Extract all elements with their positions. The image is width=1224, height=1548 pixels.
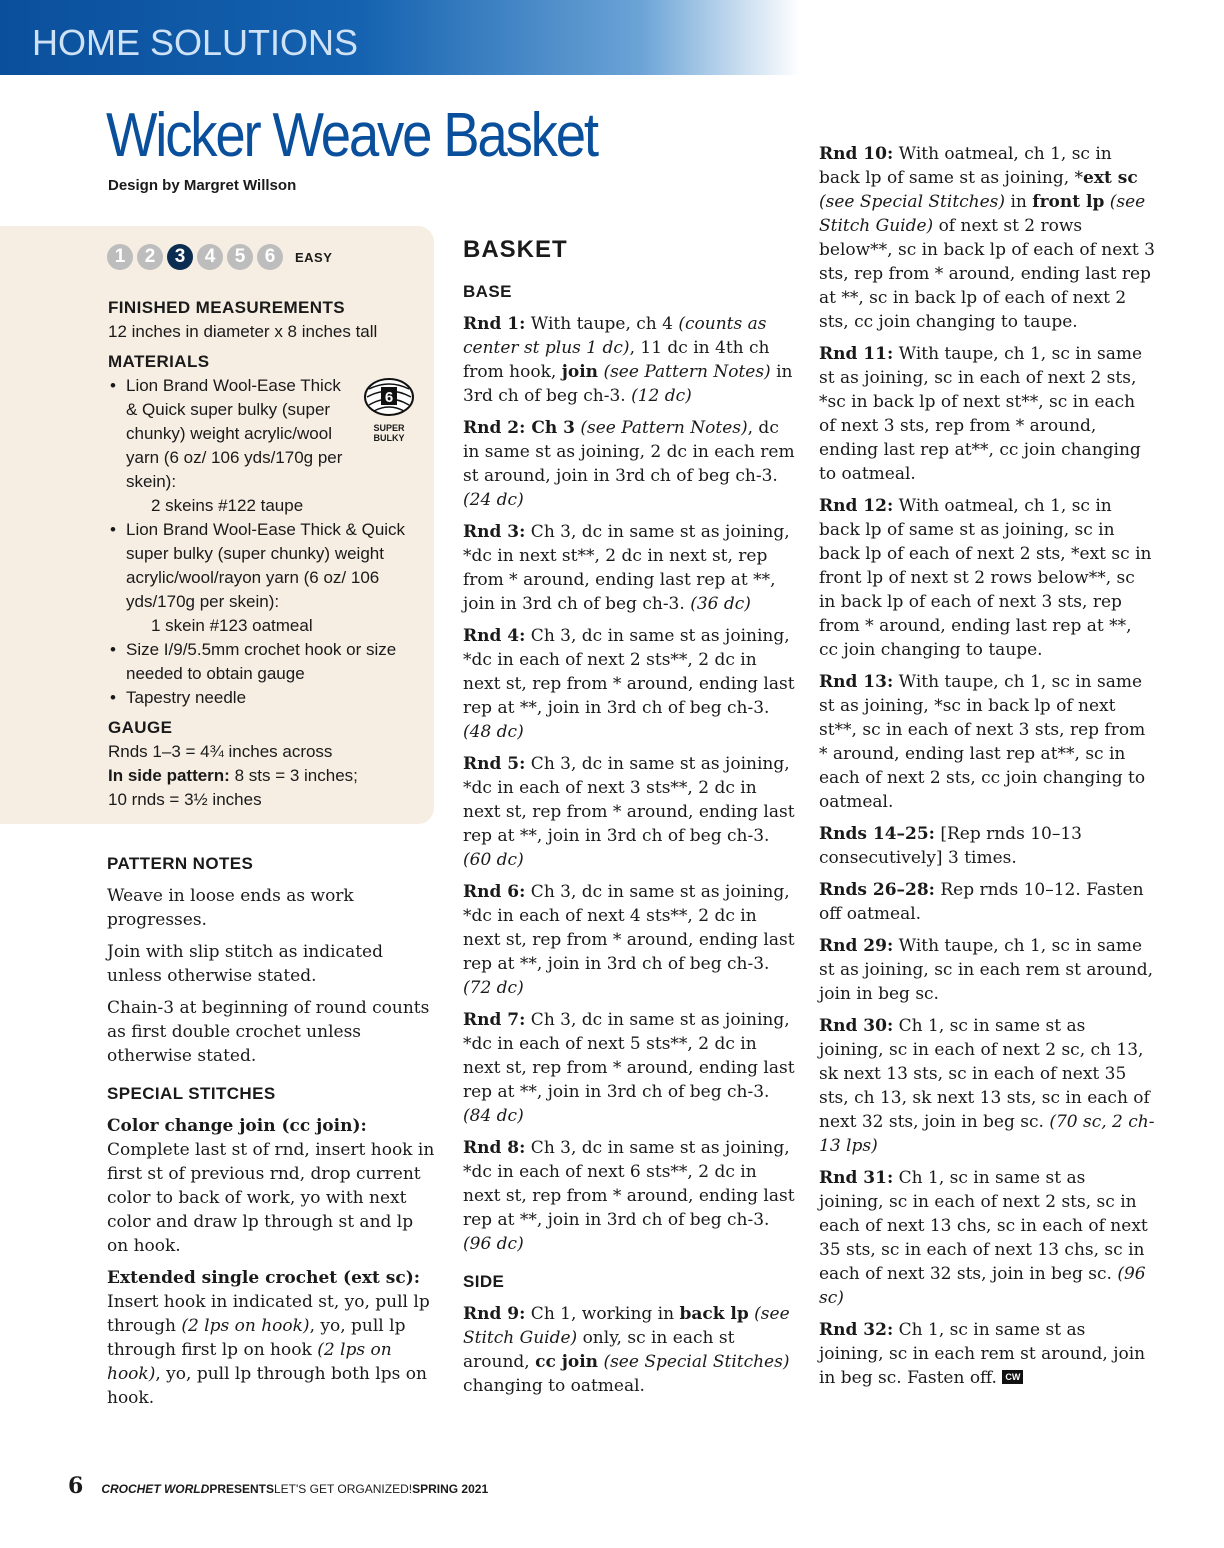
material-text: Tapestry needle bbox=[126, 688, 247, 707]
round-label: Rnd 30: bbox=[819, 1016, 894, 1036]
round-note: (see Stitch Guide) bbox=[819, 192, 1146, 236]
round-text: With taupe, ch 1, sc in same st as joining, sc in each of next 2 sts, *sc in back lp of next st**, sc in each of next 3 sts, rep from * around, ending last rep at**, cc join changing to oatmeal. bbox=[819, 344, 1143, 484]
yarn-weight-label: SUPER BULKY bbox=[373, 423, 405, 443]
round-instruction bbox=[819, 1166, 1155, 1310]
round-label: Rnd 10: bbox=[819, 144, 894, 164]
stitch-count: (70 sc, 2 ch-13 lps) bbox=[819, 1112, 1155, 1156]
list-item bbox=[108, 518, 418, 638]
round-text: Ch 3, dc in same st as joining, *dc in each of next 4 sts**, 2 dc in next st, rep from * around, ending last rep at **, join in 3rd ch of beg ch-3. bbox=[463, 882, 795, 974]
round-text: Ch 1, sc in same st as joining, sc in each of next 2 sts, sc in each of next 13 chs, sc in each of next 35 sts, sc in each of next 13 chs, sc in each of next 32 sts, join in beg sc. bbox=[819, 1168, 1148, 1284]
stitch-note: (2 lps on hook) bbox=[107, 1340, 392, 1384]
round-instruction bbox=[819, 934, 1155, 1006]
round-label: Rnd 8: bbox=[463, 1138, 526, 1158]
material-sub: 1 skein #123 oatmeal bbox=[151, 616, 313, 635]
gauge-label: In side pattern: bbox=[108, 766, 230, 785]
side-heading: SIDE bbox=[463, 1272, 505, 1291]
skill-dot: 1 bbox=[107, 244, 133, 270]
round-label: Rnds 14–25: bbox=[819, 824, 935, 844]
round-text: in bbox=[1005, 192, 1033, 212]
round-note: (see Pattern Notes) bbox=[603, 362, 771, 382]
stitch-count: (60 dc) bbox=[463, 850, 524, 870]
stitch-count: (96 sc) bbox=[819, 1264, 1146, 1308]
magazine-name: CROCHET WORLD bbox=[101, 1482, 210, 1496]
round-text: of next st 2 rows below**, sc in back lp of each of next 3 sts, rep from * around, ending last rep at **, sc in back lp of each of next 2 sts, cc join changing to taupe. bbox=[819, 216, 1155, 332]
round-text: Ch 3, dc in same st as joining, *dc in each of next 3 sts**, 2 dc in next st, rep from * around, ending last rep at **, join in 3rd ch of beg ch-3. bbox=[463, 754, 795, 846]
stitch-count: (12 dc) bbox=[631, 386, 692, 406]
round-term: cc join bbox=[535, 1352, 599, 1372]
round-text: changing to oatmeal. bbox=[463, 1376, 645, 1396]
round-instruction bbox=[463, 1136, 798, 1256]
round-text: Ch 1, working in bbox=[525, 1304, 680, 1324]
stitch-count: (24 dc) bbox=[463, 490, 524, 510]
special-stitch bbox=[107, 1114, 437, 1258]
stitch-text: , yo, pull lp through first lp on hook bbox=[107, 1316, 406, 1360]
round-label: Rnd 13: bbox=[819, 672, 894, 692]
gauge-line: 10 rnds = 3½ inches bbox=[108, 790, 262, 809]
finished-text: 12 inches in diameter x 8 inches tall bbox=[108, 322, 378, 341]
round-instruction bbox=[463, 416, 798, 512]
page-number: 6 bbox=[68, 1473, 84, 1499]
round-term: ext sc bbox=[1083, 168, 1138, 188]
skill-dot: 5 bbox=[227, 244, 253, 270]
round-label: Rnd 3: bbox=[463, 522, 526, 542]
round-label: Rnd 7: bbox=[463, 1010, 526, 1030]
stitch-count: (48 dc) bbox=[463, 722, 524, 742]
round-term: back lp bbox=[679, 1304, 749, 1324]
round-note: (see Special Stitches) bbox=[819, 192, 1006, 212]
gauge-value: 8 sts = 3 inches; bbox=[229, 766, 358, 785]
round-text: With taupe, ch 1, sc in same st as joining, *sc in back lp of next st**, sc in each of next 3 sts, rep from * around, ending last rep at**, sc in each of next 2 sts, cc join changing to oatmeal. bbox=[819, 672, 1146, 812]
material-text: Lion Brand Wool-Ease Thick & Quick super bulky (super chunky) weight acrylic/wool yarn (6 oz/ 106 yds/170g per skein): bbox=[126, 376, 343, 491]
round-text: [Rep rnds 10–13 consecutively] 3 times. bbox=[819, 824, 1083, 868]
issue-season: SPRING 2021 bbox=[412, 1482, 489, 1496]
round-label: Rnd 29: bbox=[819, 936, 894, 956]
materials-content bbox=[108, 290, 418, 812]
round-text: Ch 3, dc in same st as joining, *dc in next st**, 2 dc in next st, rep from * around, ending last rep at **, join in 3rd ch of beg ch-3. bbox=[463, 522, 790, 614]
finished-heading: FINISHED MEASUREMENTS bbox=[108, 298, 345, 317]
round-label: Rnd 11: bbox=[819, 344, 894, 364]
round-instruction bbox=[463, 624, 798, 744]
note-paragraph: Chain-3 at beginning of round counts as first double crochet unless otherwise stated. bbox=[107, 998, 430, 1066]
round-note: (see Special Stitches) bbox=[603, 1352, 790, 1372]
section-header: HOME SOLUTIONS bbox=[32, 22, 359, 63]
round-instruction bbox=[819, 1014, 1155, 1158]
stitch-count: (36 dc) bbox=[690, 594, 751, 614]
skill-level bbox=[107, 244, 332, 270]
note-paragraph: Weave in loose ends as work progresses. bbox=[107, 886, 354, 930]
gauge-line: Rnds 1–3 = 4¾ inches across bbox=[108, 742, 333, 761]
skill-dot: 6 bbox=[257, 244, 283, 270]
round-instruction bbox=[819, 878, 1155, 926]
round-label: Rnd 5: bbox=[463, 754, 526, 774]
basket-column bbox=[463, 238, 798, 1406]
round-text: Ch 1, sc in same st as joining, sc in each rem st around, join in beg sc. Fasten off. bbox=[819, 1320, 1146, 1388]
round-text: With oatmeal, ch 1, sc in back lp of same st as joining, * bbox=[819, 144, 1112, 188]
round-label: Rnd 2: Ch 3 bbox=[463, 418, 575, 438]
round-text: With taupe, ch 1, sc in same st as joining, sc in each rem st around, join in beg sc. bbox=[819, 936, 1154, 1004]
round-note: (see Stitch Guide) bbox=[463, 1304, 790, 1348]
special-stitch bbox=[107, 1266, 437, 1410]
base-heading: BASE bbox=[463, 282, 512, 301]
round-label: Rnd 31: bbox=[819, 1168, 894, 1188]
stitch-count: (72 dc) bbox=[463, 978, 524, 998]
round-instruction bbox=[463, 1008, 798, 1128]
note-paragraph: Join with slip stitch as indicated unless otherwise stated. bbox=[107, 942, 383, 986]
stitch-text: , yo, pull lp through both lps on hook. bbox=[107, 1364, 427, 1408]
round-instruction bbox=[463, 752, 798, 872]
round-text: Ch 1, sc in same st as joining, sc in each of next 2 sc, ch 13, sk next 13 sts, sc in each of next 35 sts, ch 13, sk next 13 sts, sc in each of next 32 sts, join in beg sc. bbox=[819, 1016, 1150, 1132]
round-instruction bbox=[819, 142, 1155, 334]
round-text: Ch 3, dc in same st as joining, *dc in each of next 5 sts**, 2 dc in next st, rep from * around, ending last rep at **, join in 3rd ch of beg ch-3. bbox=[463, 1010, 795, 1102]
skill-dot-active: 3 bbox=[167, 244, 193, 270]
round-text: , dc in same st as joining, 2 dc in each rem st around, join in 3rd ch of beg ch-3. bbox=[463, 418, 795, 486]
skill-dot: 2 bbox=[137, 244, 163, 270]
round-label: Rnd 1: bbox=[463, 314, 526, 334]
round-instruction bbox=[819, 494, 1155, 662]
round-instruction bbox=[463, 312, 798, 408]
round-term: front lp bbox=[1032, 192, 1105, 212]
stitch-note: (2 lps on hook) bbox=[181, 1316, 310, 1336]
rounds-column bbox=[819, 142, 1155, 1398]
presents-text: PRESENTS bbox=[209, 1482, 274, 1496]
list-item bbox=[108, 374, 418, 518]
round-text: in 3rd ch of beg ch-3. bbox=[463, 362, 793, 406]
round-text: With oatmeal, ch 1, sc in back lp of same st as joining, sc in back lp of each of next 2 sts, *ext sc in front lp of next st 2 rows below**, sc in back lp of each of next 3 sts, rep from * around, ending last rep at **, cc join changing to taupe. bbox=[819, 496, 1152, 660]
round-instruction bbox=[463, 520, 798, 616]
yarn-weight-number: 6 bbox=[384, 389, 394, 406]
round-label: Rnd 9: bbox=[463, 1304, 526, 1324]
round-label: Rnds 26–28: bbox=[819, 880, 935, 900]
gauge-heading: GAUGE bbox=[108, 718, 173, 737]
round-text: Rep rnds 10–12. Fasten off oatmeal. bbox=[819, 880, 1144, 924]
end-mark-badge: CW bbox=[1002, 1370, 1023, 1384]
stitch-count: (84 dc) bbox=[463, 1106, 524, 1126]
round-text: Ch 3, dc in same st as joining, *dc in each of next 6 sts**, 2 dc in next st, rep from * around, ending last rep at **, join in 3rd ch of beg ch-3. bbox=[463, 1138, 795, 1230]
material-sub: 2 skeins #122 taupe bbox=[151, 496, 304, 515]
round-text: With taupe, ch 4 bbox=[525, 314, 679, 334]
notes-column bbox=[107, 852, 437, 1418]
round-note: (see Pattern Notes) bbox=[580, 418, 748, 438]
material-text: Size I/9/5.5mm crochet hook or size needed to obtain gauge bbox=[126, 640, 397, 683]
round-text: Ch 3, dc in same st as joining, *dc in each of next 2 sts**, 2 dc in next st, rep from * around, ending last rep at **, join in 3rd ch of beg ch-3. bbox=[463, 626, 795, 718]
issue-title: LET'S GET ORGANIZED! bbox=[274, 1482, 413, 1496]
round-instruction bbox=[463, 1302, 798, 1398]
page-title: Wicker Weave Basket bbox=[106, 101, 597, 170]
materials-list bbox=[108, 374, 418, 710]
designer-credit: Design by Margret Willson bbox=[108, 177, 297, 194]
round-instruction bbox=[819, 342, 1155, 486]
round-text: , 11 dc in 4th ch from hook, bbox=[463, 338, 770, 382]
round-instruction bbox=[819, 670, 1155, 814]
skill-dot: 4 bbox=[197, 244, 223, 270]
round-instruction bbox=[819, 1318, 1155, 1390]
page-footer bbox=[68, 1473, 488, 1499]
stitch-count: (96 dc) bbox=[463, 1234, 524, 1254]
round-note: (counts as center st plus 1 dc) bbox=[463, 314, 767, 358]
list-item bbox=[108, 638, 418, 686]
round-label: Rnd 12: bbox=[819, 496, 894, 516]
round-term: join bbox=[561, 362, 599, 382]
round-label: Rnd 32: bbox=[819, 1320, 894, 1340]
material-text: Lion Brand Wool-Ease Thick & Quick super bulky (super chunky) weight acrylic/wool/rayon yarn (6 oz/ 106 yds/170g per skein): bbox=[126, 520, 406, 611]
special-stitches-heading: SPECIAL STITCHES bbox=[107, 1084, 276, 1103]
gauge-line bbox=[108, 764, 418, 788]
skill-label: EASY bbox=[295, 249, 333, 265]
basket-heading: BASKET bbox=[463, 236, 568, 263]
round-instruction bbox=[819, 822, 1155, 870]
round-text: only, sc in each st around, bbox=[463, 1328, 735, 1372]
pattern-notes-heading: PATTERN NOTES bbox=[107, 854, 254, 873]
stitch-name: Extended single crochet (ext sc): bbox=[107, 1268, 421, 1288]
materials-heading: MATERIALS bbox=[108, 352, 210, 371]
stitch-name: Color change join (cc join): bbox=[107, 1116, 367, 1136]
stitch-text: Insert hook in indicated st, yo, pull lp through bbox=[107, 1292, 430, 1336]
round-label: Rnd 4: bbox=[463, 626, 526, 646]
round-label: Rnd 6: bbox=[463, 882, 526, 902]
stitch-text: Complete last st of rnd, insert hook in first st of previous rnd, drop current color to back of work, yo with next color and draw lp through st and lp on hook. bbox=[107, 1140, 435, 1256]
list-item bbox=[108, 686, 418, 710]
round-instruction bbox=[463, 880, 798, 1000]
